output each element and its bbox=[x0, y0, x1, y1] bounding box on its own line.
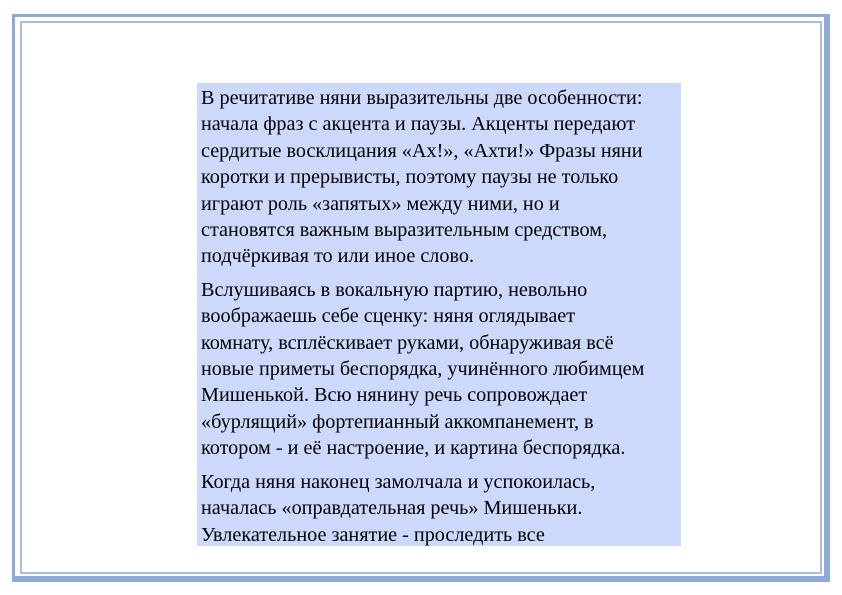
text-line: начала фраз с акцента и паузы. Акценты передают bbox=[201, 113, 636, 136]
text-line: воображаешь себе сценку: няня оглядывает bbox=[201, 305, 576, 328]
slide-frame-right-edge bbox=[824, 14, 830, 582]
paragraph-2 bbox=[201, 277, 677, 462]
text-line: становятся важным выразительным средством, bbox=[201, 219, 608, 242]
text-line: сердитые восклицания «Ах!», «Ахти!» Фразы няни bbox=[201, 139, 643, 162]
text-box bbox=[197, 83, 681, 546]
text-line: подчёркивая то или иное слово. bbox=[201, 245, 475, 268]
text-line: Мишенькой. Всю нянину речь сопровождает bbox=[201, 384, 588, 407]
paragraph-1 bbox=[201, 85, 677, 270]
text-line: играют роль «запятых» между ними, но и bbox=[201, 192, 560, 215]
text-line: новые приметы беспорядка, учинённого любимцем bbox=[201, 358, 645, 381]
slide-frame-bottom-edge bbox=[12, 576, 830, 582]
text-line: котором - и её настроение, и картина беспорядка. bbox=[201, 437, 626, 460]
text-line: Увлекательное занятие - проследить все bbox=[201, 523, 545, 546]
text-line: «бурлящий» фортепианный аккомпанемент, в bbox=[201, 410, 594, 433]
paragraph-3 bbox=[201, 469, 677, 546]
text-line: Когда няня наконец замолчала и успокоилась, bbox=[201, 470, 596, 493]
text-line: комнату, всплёскивает руками, обнаруживая всё bbox=[201, 331, 614, 354]
text-line: началась «оправдательная речь» Мишеньки. bbox=[201, 497, 583, 520]
text-line: Вслушиваясь в вокальную партию, невольно bbox=[201, 278, 588, 301]
text-line: В речитативе няни выразительны две особенности: bbox=[201, 87, 643, 109]
text-line: коротки и прерывисты, поэтому паузы не только bbox=[201, 166, 619, 189]
